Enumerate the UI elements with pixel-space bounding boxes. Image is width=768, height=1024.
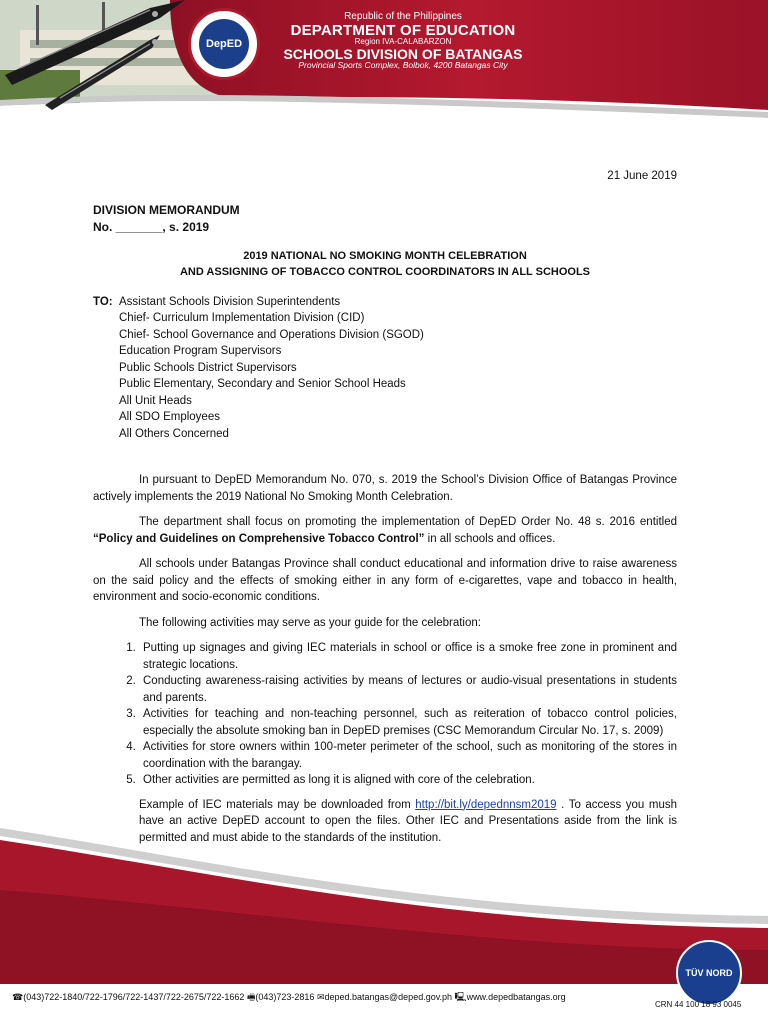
letterhead-header bbox=[0, 0, 768, 110]
balisong-knife-graphic bbox=[0, 0, 190, 110]
recipient-item: All Others Concerned bbox=[119, 427, 229, 440]
seal-text: DepED bbox=[199, 19, 249, 69]
memo-number: No. _______, s. 2019 bbox=[93, 219, 210, 234]
division-address: Provincial Sports Complex, Bolbok, 4200 Batangas City bbox=[298, 60, 508, 71]
paragraph-2-text: The department shall focus on promoting the implementation of DepED Order No. 48 s. 2016 entitled bbox=[139, 516, 677, 528]
recipient-item: Chief- School Governance and Operations Division (SGOD) bbox=[119, 328, 424, 341]
recipient-item: Public Schools District Supervisors bbox=[119, 361, 297, 374]
activity-item: 2. Conducting awareness-raising activities by means of lectures or audio-visual presentations in students and parents. bbox=[139, 673, 677, 706]
to-label: TO: bbox=[93, 295, 113, 308]
memo-title-line2: AND ASSIGNING OF TOBACCO CONTROL COORDINATORS IN ALL SCHOOLS bbox=[179, 266, 591, 278]
recipients-list bbox=[119, 294, 424, 443]
tuv-certification-badge: TÜV NORD bbox=[676, 940, 742, 1006]
paragraph-3: All schools under Batangas Province shall conduct educational and information drive to raise awareness on the said policy and the effects of smoking either in any form of e-cigarettes, vape and tobacco in health, environment and socio-economic conditions. bbox=[93, 558, 677, 603]
division-name: SCHOOLS DIVISION OF BATANGAS bbox=[283, 45, 523, 62]
letterhead-footer bbox=[0, 800, 768, 1024]
crn-number: CRN 44 100 18 93 0045 bbox=[655, 1000, 742, 1009]
example-text: Example of IEC materials may be downloaded from bbox=[139, 798, 416, 811]
recipient-item: Education Program Supervisors bbox=[119, 345, 282, 357]
memo-title bbox=[93, 248, 677, 281]
memo-type: DIVISION MEMORANDUM bbox=[93, 202, 240, 217]
example-text-end: . To access you mush have an active DepED account to open the files. Other IEC and Presentations aside from the link is permitted and must abide to the standards of the institution. bbox=[139, 798, 677, 844]
activities-list bbox=[93, 640, 677, 789]
memorandum-body bbox=[93, 168, 677, 855]
region-line: Region IVA-CALABARZON bbox=[354, 37, 452, 47]
deped-batangas-seal bbox=[188, 8, 260, 80]
recipient-item: Public Elementary, Secondary and Senior School Heads bbox=[119, 378, 406, 390]
recipient-item: Assistant Schools Division Superintendents bbox=[119, 295, 341, 308]
activity-item: 1. Putting up signages and giving IEC materials in school or office is a smoke free zone in prominent and strategic locations. bbox=[139, 640, 677, 673]
recipient-item: All Unit Heads bbox=[119, 394, 192, 407]
paragraph-1: In pursuant to DepED Memorandum No. 070, s. 2019 the School’s Division Office of Batangas Province actively implements the 2019 National No Smoking Month Celebration. bbox=[93, 474, 677, 503]
contact-info: ☎(043)722-1840/722-1796/722-1437/722-2675/722-1662 🖷(043)723-2816 ✉deped.batangas@deped.gov.ph 🖳www.depedbatangas.org bbox=[12, 992, 566, 1002]
recipient-item: Chief- Curriculum Implementation Division (CID) bbox=[119, 312, 365, 324]
memo-title-line1: 2019 NATIONAL NO SMOKING MONTH CELEBRATION bbox=[243, 249, 527, 262]
recipient-item: All SDO Employees bbox=[119, 411, 220, 423]
paragraph-2-end: in all schools and offices. bbox=[424, 532, 556, 545]
memo-date: 21 June 2019 bbox=[607, 170, 677, 182]
paragraph-2 bbox=[93, 514, 677, 547]
recipients-block bbox=[93, 294, 677, 443]
department-name: DEPARTMENT OF EDUCATION bbox=[290, 21, 516, 39]
iec-download-link[interactable]: http://bit.ly/depednnsm2019 bbox=[415, 798, 557, 811]
paragraph-4: The following activities may serve as your guide for the celebration: bbox=[139, 616, 481, 629]
letterhead-text bbox=[268, 12, 538, 70]
activity-item: 4. Activities for store owners within 100-meter perimeter of the school, such as monitoring of the stores in coordination with the barangay. bbox=[139, 739, 677, 772]
policy-title: “Policy and Guidelines on Comprehensive Tobacco Control” bbox=[93, 532, 425, 545]
activity-item: 5. Other activities are permitted as long it is aligned with core of the celebration. bbox=[139, 772, 677, 789]
activity-item: 3. Activities for teaching and non-teaching personnel, such as reiteration of tobacco control policies, especially the absolute smoking ban in DepED premises (CSC Memorandum Circular No. 17, s. 2009) bbox=[139, 706, 677, 739]
republic-line: Republic of the Philippines bbox=[344, 11, 462, 22]
